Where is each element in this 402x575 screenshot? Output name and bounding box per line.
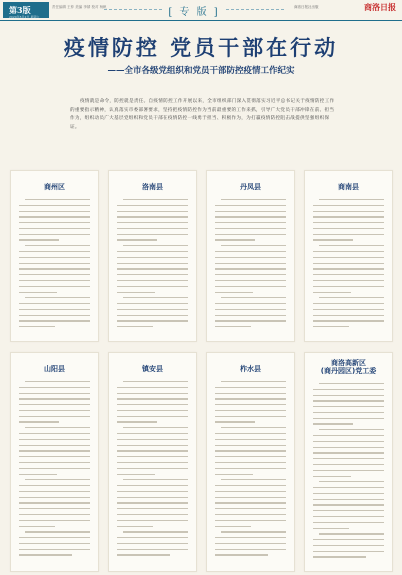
text-line	[313, 539, 384, 540]
text-line	[215, 205, 286, 206]
text-line	[117, 543, 188, 544]
text-line	[313, 268, 384, 269]
text-line	[117, 286, 188, 287]
text-line	[215, 303, 286, 304]
text-line	[117, 303, 188, 304]
text-line	[19, 320, 90, 321]
text-line	[123, 531, 188, 532]
text-line	[313, 320, 384, 321]
text-line	[313, 418, 384, 419]
text-line	[19, 526, 55, 527]
text-line	[215, 404, 286, 405]
text-line	[19, 292, 57, 293]
text-line	[215, 315, 286, 316]
text-line	[215, 410, 286, 411]
text-line	[313, 406, 384, 407]
text-line	[19, 462, 90, 463]
text-line	[313, 522, 384, 523]
edition-date: 2020年5月2日 星期六	[9, 15, 40, 19]
editor-credits: 责任编辑 王仲 美编 李婧 校对 杨帆	[52, 5, 107, 9]
text-line	[215, 387, 286, 388]
text-line	[25, 531, 90, 532]
text-line	[117, 554, 170, 555]
page-header	[0, 0, 402, 20]
text-line	[117, 433, 188, 434]
text-line	[215, 485, 286, 486]
text-line	[313, 487, 384, 488]
text-line	[19, 309, 90, 310]
page-subtitle: ——全市各级党组织和党员干部防控疫情工作纪实	[107, 66, 295, 76]
text-line	[117, 450, 188, 451]
text-line	[19, 239, 59, 240]
district-card	[108, 352, 197, 572]
text-line	[117, 251, 188, 252]
text-line	[25, 427, 90, 428]
edition-badge	[3, 2, 49, 18]
header-divider	[0, 20, 402, 21]
district-body-text	[313, 199, 384, 332]
text-line	[313, 280, 384, 281]
text-line	[313, 423, 353, 424]
text-line	[215, 514, 286, 515]
text-line	[19, 234, 90, 235]
text-line	[19, 205, 90, 206]
text-line	[221, 531, 286, 532]
text-line	[313, 274, 384, 275]
district-title: 洛南县	[142, 183, 163, 191]
district-body-text	[215, 199, 286, 332]
text-line	[117, 445, 188, 446]
text-line	[117, 309, 188, 310]
text-line	[215, 549, 286, 550]
text-line	[19, 257, 90, 258]
text-line	[117, 468, 188, 469]
paper-info: 商洛日报社出版	[294, 5, 319, 9]
district-body-text	[215, 381, 286, 560]
text-line	[313, 239, 353, 240]
text-line	[117, 228, 188, 229]
text-line	[313, 222, 384, 223]
district-body-text	[313, 383, 384, 562]
text-line	[319, 297, 384, 298]
text-line	[19, 421, 59, 422]
text-line	[313, 499, 384, 500]
text-line	[117, 239, 157, 240]
text-line	[117, 263, 188, 264]
text-line	[215, 257, 286, 258]
text-line	[221, 479, 286, 480]
district-card	[10, 170, 99, 342]
text-line	[319, 533, 384, 534]
text-line	[215, 416, 286, 417]
district-card	[206, 352, 295, 572]
text-line	[19, 416, 90, 417]
text-line	[313, 315, 384, 316]
text-line	[313, 389, 384, 390]
text-line	[313, 447, 384, 448]
text-line	[215, 309, 286, 310]
header-rule-left	[104, 9, 162, 10]
text-line	[313, 211, 384, 212]
text-line	[19, 520, 90, 521]
district-title: 商州区	[44, 183, 65, 191]
text-line	[215, 393, 286, 394]
text-line	[215, 462, 286, 463]
text-line	[25, 297, 90, 298]
text-line	[117, 216, 188, 217]
text-line	[117, 292, 155, 293]
text-line	[215, 320, 286, 321]
text-line	[123, 245, 188, 246]
text-line	[19, 268, 90, 269]
text-line	[313, 257, 384, 258]
text-line	[19, 474, 57, 475]
text-line	[215, 508, 286, 509]
text-line	[313, 516, 384, 517]
district-card	[304, 352, 393, 572]
text-line	[313, 216, 384, 217]
text-line	[117, 410, 188, 411]
text-line	[313, 510, 384, 511]
district-body-text	[117, 381, 188, 560]
text-line	[123, 199, 188, 200]
text-line	[19, 433, 90, 434]
text-line	[117, 508, 188, 509]
text-line	[313, 228, 384, 229]
text-line	[215, 211, 286, 212]
text-line	[117, 456, 188, 457]
text-line	[117, 526, 153, 527]
text-line	[313, 452, 384, 453]
text-line	[215, 222, 286, 223]
text-line	[19, 286, 90, 287]
district-body-text	[117, 199, 188, 332]
text-line	[117, 502, 188, 503]
text-line	[19, 456, 90, 457]
text-line	[221, 245, 286, 246]
edition-number: 第3版	[9, 5, 31, 15]
district-title: 山阳县	[44, 365, 65, 373]
text-line	[117, 404, 188, 405]
text-line	[19, 280, 90, 281]
text-line	[319, 429, 384, 430]
text-line	[117, 398, 188, 399]
text-line	[117, 421, 157, 422]
text-line	[215, 280, 286, 281]
text-line	[19, 263, 90, 264]
text-line	[19, 537, 90, 538]
text-line	[19, 326, 55, 327]
text-line	[313, 395, 384, 396]
text-line	[313, 493, 384, 494]
text-line	[215, 234, 286, 235]
text-line	[215, 216, 286, 217]
text-line	[215, 450, 286, 451]
text-line	[19, 485, 90, 486]
text-line	[215, 326, 251, 327]
text-line	[215, 228, 286, 229]
text-line	[123, 297, 188, 298]
text-line	[123, 427, 188, 428]
text-line	[313, 476, 351, 477]
text-line	[313, 309, 384, 310]
text-line	[19, 439, 90, 440]
text-line	[313, 251, 384, 252]
text-line	[117, 315, 188, 316]
intro-paragraph: 疫情就是命令，防控就是责任。自疫情防控工作开展以来，全市组织部门深入贯彻落实习近平总书记关于疫情防控工作的重要指示精神，认真落实市委部署要求，坚持把疫情防控作为当前最重要的工作来抓，引导广大党员干部冲锋在前、担当作为，组织动员广大基层党组织和党员干部在疫情防控一线勇于担当、积极作为，为打赢疫情防控阻击战提供坚强组织保证。	[70, 99, 335, 130]
text-line	[117, 439, 188, 440]
text-line	[25, 245, 90, 246]
text-line	[215, 554, 268, 555]
text-line	[117, 416, 188, 417]
text-line	[19, 398, 90, 399]
text-line	[19, 514, 90, 515]
text-line	[313, 551, 384, 552]
text-line	[221, 297, 286, 298]
text-line	[215, 292, 253, 293]
district-card	[10, 352, 99, 572]
text-line	[215, 497, 286, 498]
text-line	[319, 199, 384, 200]
text-line	[215, 398, 286, 399]
page-title: 疫情防控 党员干部在行动	[63, 36, 339, 60]
text-line	[25, 199, 90, 200]
text-line	[117, 491, 188, 492]
text-line	[215, 537, 286, 538]
text-line	[19, 508, 90, 509]
text-line	[25, 381, 90, 382]
text-line	[117, 320, 188, 321]
district-card	[304, 170, 393, 342]
text-line	[19, 468, 90, 469]
text-line	[221, 199, 286, 200]
text-line	[19, 315, 90, 316]
text-line	[313, 435, 384, 436]
header-rule-right	[226, 9, 284, 10]
text-line	[117, 514, 188, 515]
text-line	[313, 205, 384, 206]
text-line	[117, 326, 153, 327]
text-line	[117, 205, 188, 206]
text-line	[19, 251, 90, 252]
text-line	[19, 387, 90, 388]
district-title: 丹凤县	[240, 183, 261, 191]
text-line	[117, 387, 188, 388]
text-line	[215, 268, 286, 269]
text-line	[215, 263, 286, 264]
text-line	[319, 383, 384, 384]
text-line	[313, 263, 384, 264]
text-line	[117, 474, 155, 475]
text-line	[19, 404, 90, 405]
text-line	[19, 549, 90, 550]
text-line	[313, 286, 384, 287]
text-line	[19, 393, 90, 394]
text-line	[19, 410, 90, 411]
text-line	[117, 497, 188, 498]
text-line	[319, 245, 384, 246]
text-line	[313, 412, 384, 413]
text-line	[313, 292, 351, 293]
text-line	[215, 274, 286, 275]
text-line	[313, 458, 384, 459]
text-line	[215, 445, 286, 446]
text-line	[215, 526, 251, 527]
text-line	[319, 481, 384, 482]
text-line	[215, 286, 286, 287]
text-line	[123, 479, 188, 480]
text-line	[215, 520, 286, 521]
text-line	[117, 268, 188, 269]
district-title: 商南县	[338, 183, 359, 191]
text-line	[215, 239, 255, 240]
district-title: 柞水县	[240, 365, 261, 373]
text-line	[19, 554, 72, 555]
text-line	[215, 439, 286, 440]
text-line	[313, 545, 384, 546]
text-line	[215, 468, 286, 469]
text-line	[221, 381, 286, 382]
text-line	[313, 303, 384, 304]
text-line	[117, 211, 188, 212]
text-line	[215, 251, 286, 252]
text-line	[117, 234, 188, 235]
text-line	[215, 421, 255, 422]
text-line	[313, 326, 349, 327]
text-line	[19, 211, 90, 212]
text-line	[313, 234, 384, 235]
text-line	[215, 491, 286, 492]
text-line	[313, 441, 384, 442]
text-line	[19, 274, 90, 275]
text-line	[313, 528, 349, 529]
district-body-text	[19, 199, 90, 332]
text-line	[117, 257, 188, 258]
text-line	[25, 479, 90, 480]
text-line	[19, 497, 90, 498]
text-line	[215, 543, 286, 544]
text-line	[19, 216, 90, 217]
section-label: [ 专 版 ]	[168, 7, 220, 18]
text-line	[19, 450, 90, 451]
text-line	[221, 427, 286, 428]
text-line	[313, 470, 384, 471]
district-body-text	[19, 381, 90, 560]
text-line	[117, 222, 188, 223]
text-line	[215, 433, 286, 434]
text-line	[19, 491, 90, 492]
text-line	[313, 556, 366, 557]
text-line	[19, 543, 90, 544]
text-line	[19, 445, 90, 446]
district-title: 商洛高新区 (商丹园区)党工委	[320, 359, 377, 375]
text-line	[19, 502, 90, 503]
text-line	[123, 381, 188, 382]
text-line	[215, 456, 286, 457]
text-line	[117, 280, 188, 281]
district-card	[108, 170, 197, 342]
text-line	[313, 464, 384, 465]
text-line	[117, 274, 188, 275]
text-line	[19, 228, 90, 229]
text-line	[117, 549, 188, 550]
text-line	[19, 303, 90, 304]
masthead-logo: 商洛日报	[364, 2, 396, 12]
text-line	[117, 537, 188, 538]
district-card	[206, 170, 295, 342]
text-line	[313, 400, 384, 401]
text-line	[117, 462, 188, 463]
text-line	[215, 474, 253, 475]
district-title: 镇安县	[142, 365, 163, 373]
text-line	[117, 485, 188, 486]
text-line	[215, 502, 286, 503]
text-line	[19, 222, 90, 223]
text-line	[117, 520, 188, 521]
text-line	[313, 504, 384, 505]
text-line	[117, 393, 188, 394]
